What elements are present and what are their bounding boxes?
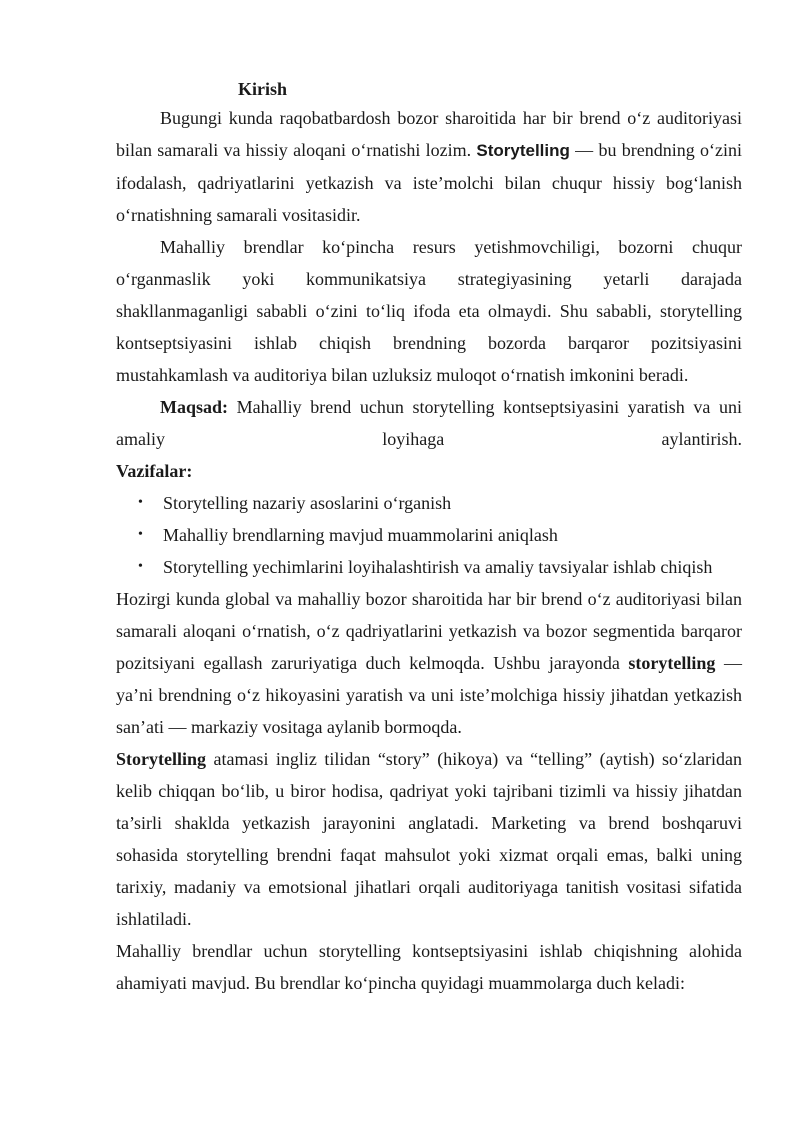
- goal-label: Maqsad:: [160, 397, 229, 417]
- body-p1-after: — ya’ni brendning o‘z hikoyasini yaratish va uni iste’molchiga hissiy jihatdan yetkazish san’ati — markaziy vositaga aylanib bormoqda.: [116, 653, 743, 737]
- goal-text-1: Mahalliy brend uchun storytelling kontseptsiyasini yaratish va uni: [228, 397, 742, 417]
- list-item: • Storytelling nazariy asoslarini o‘rganish: [138, 487, 742, 519]
- goal-paragraph-line-2: amaliy loyihaga aylantirish.: [116, 429, 742, 449]
- intro-paragraph-1: [116, 102, 742, 231]
- intro-p1-after: — bu brendning o‘zini ifodalash, qadriyatlarini yetkazish va iste’molchi bilan chuqur hissiy bog‘lanish o‘rnatishning samarali vositasidir.: [116, 140, 742, 225]
- body-paragraph-3: Mahalliy brendlar uchun storytelling kontseptsiyasini ishlab chiqishning alohida ahamiyati mavjud. Bu brendlar ko‘pincha quyidagi muammolarga duch keladi:: [116, 941, 742, 993]
- section-title: Kirish: [238, 79, 288, 99]
- body-p2-bold: Storytelling: [116, 749, 206, 769]
- tasks-list: [116, 487, 742, 583]
- intro-p1-before: Bugungi kunda raqobatbardosh bozor sharoitida har bir brend o‘z auditoriyasi bilan samarali va hissiy aloqani o‘rnatishi lozim.: [116, 108, 742, 160]
- body-p1-bold: storytelling: [628, 653, 716, 673]
- body-paragraph-2: [116, 743, 742, 935]
- document-page: [116, 76, 742, 999]
- body-paragraph-1: [116, 583, 742, 743]
- tasks-heading: Vazifalar:: [116, 461, 193, 481]
- goal-paragraph-line-1: [116, 391, 742, 423]
- body-p1-before: Hozirgi kunda global va mahalliy bozor sharoitida har bir brend o‘z auditoriyasi bilan samarali aloqani o‘rnatish, o‘z qadriyatlarini yetkazish va bozor segmentida barqaror pozitsiyani egallash zaruriyatiga duch kelmoqda. Ushbu jarayonda: [116, 589, 742, 673]
- intro-p1-bold: Storytelling: [476, 141, 570, 160]
- list-item: • Mahalliy brendlarning mavjud muammolarini aniqlash: [138, 519, 742, 551]
- list-item: • Storytelling yechimlarini loyihalashtirish va amaliy tavsiyalar ishlab chiqish: [138, 551, 742, 583]
- body-p2-after: atamasi ingliz tilidan “story” (hikoya) va “telling” (aytish) so‘zlaridan kelib chiqqan bo‘lib, u biror hodisa, qadriyat yoki tajribani tizimli va hissiy jihatdan ta’sirli shaklda yetkazish jarayonini anglatadi. Marketing va brend boshqaruvi sohasida storytelling brendni faqat mahsulot yoki xizmat orqali emas, balki uning tarixiy, madaniy va emotsional jihatlari orqali auditoriyaga tanitish vositasi sifatida ishlatiladi.: [116, 749, 742, 929]
- intro-paragraph-2: Mahalliy brendlar ko‘pincha resurs yetishmovchiligi, bozorni chuqur o‘rganmaslik yoki kommunikatsiya strategiyasining yetarli darajada shakllanmaganligi sababli o‘zini to‘liq ifoda eta olmaydi. Shu sababli, storytelling kontseptsiyasini ishlab chiqish brendning bozorda barqaror pozitsiyasini mustahkamlash va auditoriya bilan uzluksiz muloqot o‘rnatish imkonini beradi.: [116, 237, 742, 385]
